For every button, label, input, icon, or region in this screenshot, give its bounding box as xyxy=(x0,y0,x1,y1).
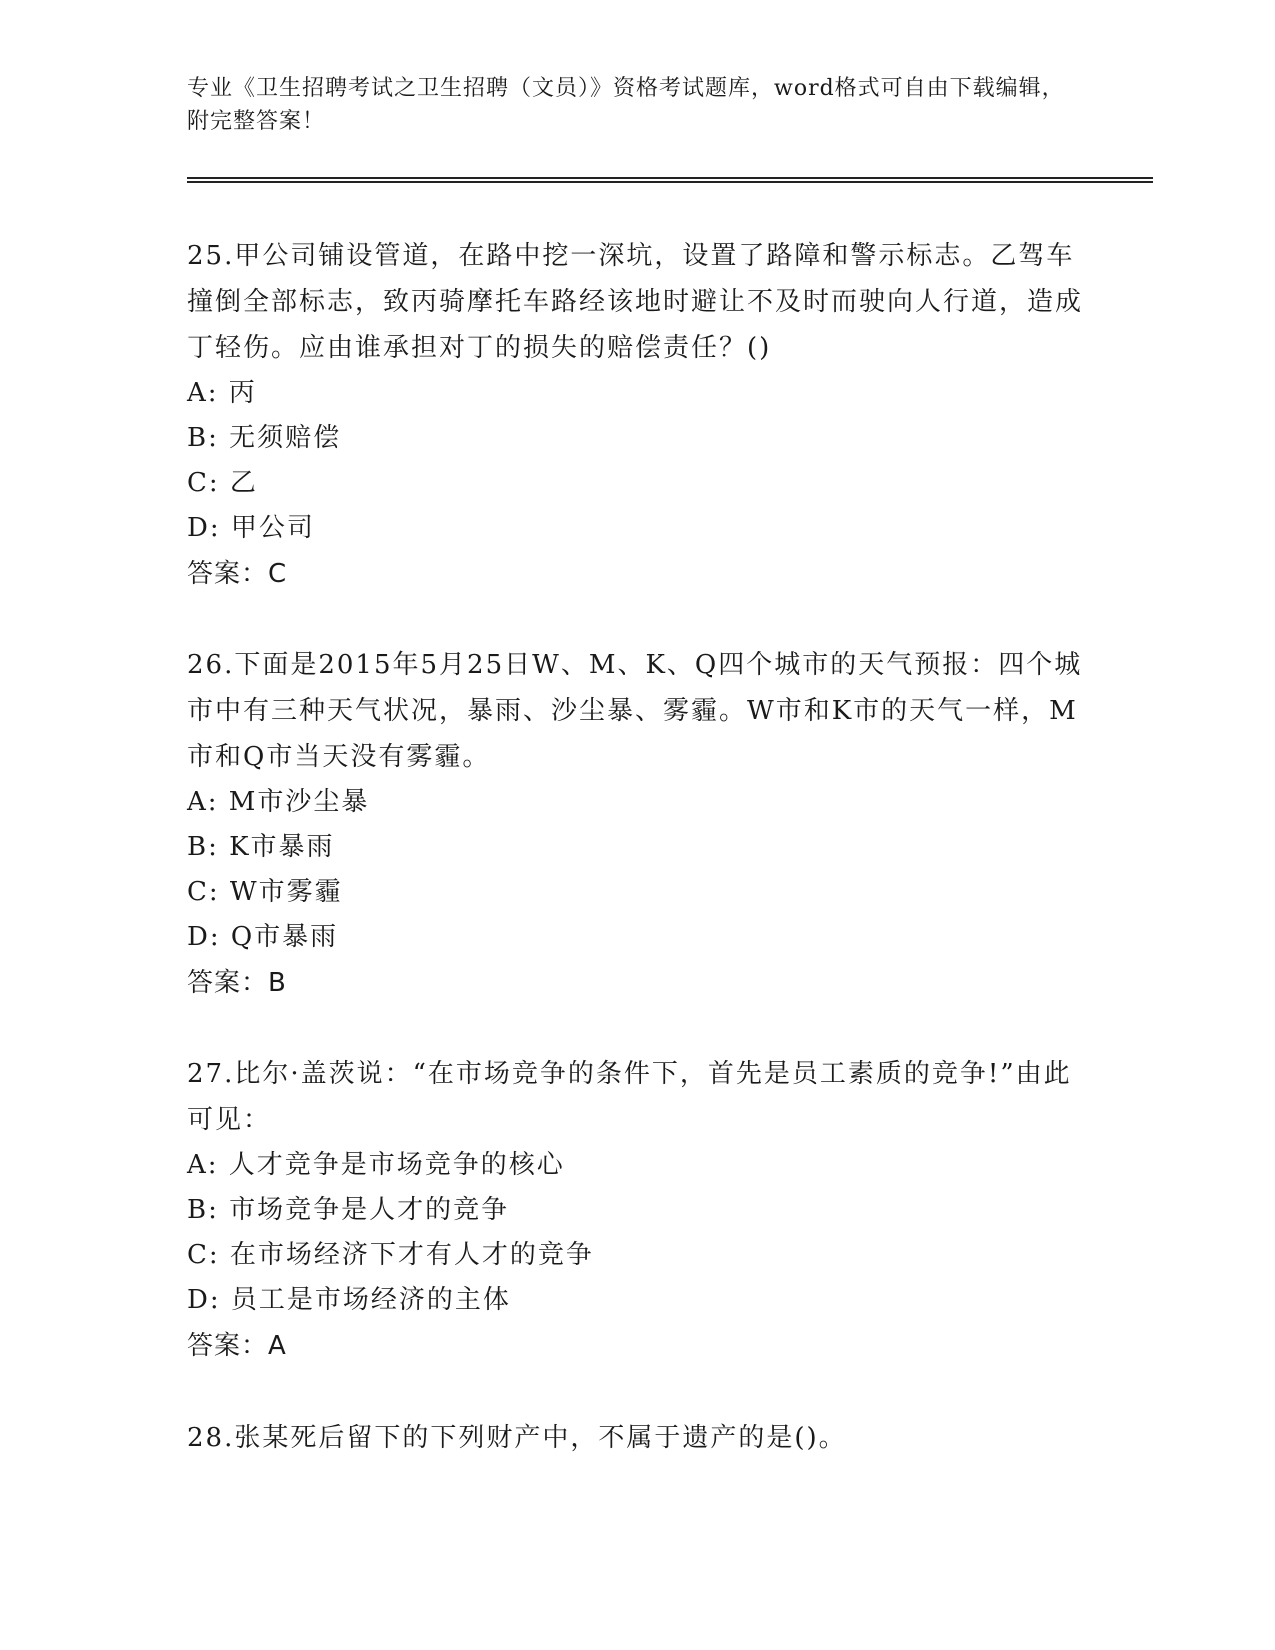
question-stem: 25.甲公司铺设管道，在路中挖一深坑，设置了路障和警示标志。乙驾车撞倒全部标志，致丙骑摩托车路经该地时避让不及时而驶向人行道，造成丁轻伤。应由谁承担对丁的损失的赔偿责任？() xyxy=(187,241,1084,363)
header-divider xyxy=(187,177,1153,183)
option-c: C: 在市场经济下才有人才的竞争 xyxy=(187,1240,594,1270)
option-d: D: 员工是市场经济的主体 xyxy=(187,1285,511,1315)
question-28 xyxy=(187,1415,1087,1461)
option-a: A: 丙 xyxy=(187,378,257,408)
question-stem: 27.比尔·盖茨说：“在市场竞争的条件下，首先是员工素质的竞争!”由此可见： xyxy=(187,1059,1072,1135)
question-stem: 26.下面是2015年5月25日W、M、K、Q四个城市的天气预报：四个城市中有三种天气状况，暴雨、沙尘暴、雾霾。W市和K市的天气一样，M市和Q市当天没有雾霾。 xyxy=(187,650,1083,772)
question-25 xyxy=(187,233,1087,597)
option-a: A: 人才竞争是市场竞争的核心 xyxy=(187,1150,565,1180)
option-d: D: 甲公司 xyxy=(187,513,315,543)
option-b: B: 市场竞争是人才的竞争 xyxy=(187,1195,510,1225)
question-26 xyxy=(187,642,1087,1006)
option-d: D: Q市暴雨 xyxy=(187,922,339,952)
answer-line: 答案：A xyxy=(187,1331,287,1361)
answer-line: 答案：C xyxy=(187,559,288,589)
question-stem: 28.张某死后留下的下列财产中，不属于遗产的是()。 xyxy=(187,1423,847,1453)
answer-line: 答案：B xyxy=(187,968,287,998)
option-c: C: W市雾霾 xyxy=(187,877,343,907)
option-a: A: M市沙尘暴 xyxy=(187,787,370,817)
option-b: B: K市暴雨 xyxy=(187,832,335,862)
option-b: B: 无须赔偿 xyxy=(187,423,342,453)
document-header: 专业《卫生招聘考试之卫生招聘（文员）》资格考试题库，word格式可自由下载编辑，附完整答案！ xyxy=(187,76,1065,134)
question-27 xyxy=(187,1051,1087,1369)
option-c: C: 乙 xyxy=(187,468,258,498)
